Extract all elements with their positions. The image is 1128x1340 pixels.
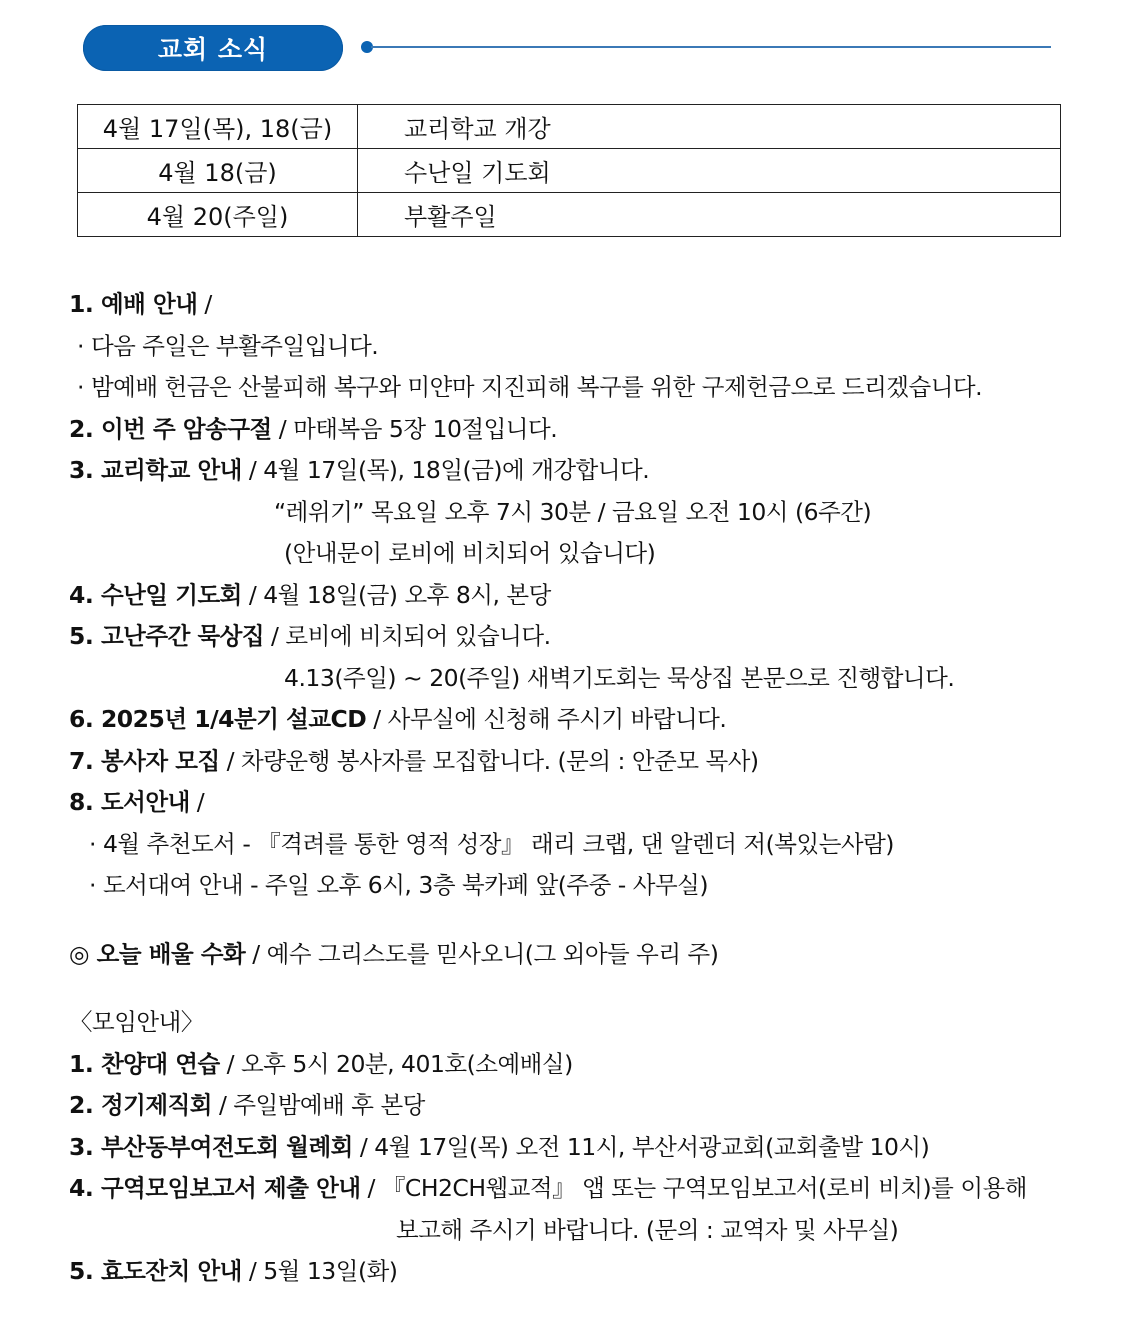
meeting-text: / 오후 5시 20분, 401호(소예배실) (219, 1049, 573, 1078)
section-title-badge: 교회 소식 (83, 25, 343, 71)
separator: / (197, 290, 212, 318)
announcement-text: / 로비에 비치되어 있습니다. (264, 622, 551, 650)
meeting-text: / 주일밤예배 후 본당 (211, 1091, 425, 1119)
meeting-title: 2. 정기제직회 (69, 1091, 212, 1119)
announcement-title: 1. 예배 안내 (69, 290, 198, 318)
announcement-3 (69, 450, 1089, 492)
announcement-title: 3. 교리학교 안내 (69, 456, 242, 484)
meeting-title: 5. 효도잔치 안내 (69, 1257, 242, 1285)
announcements (69, 284, 1089, 1293)
meeting-text: / 5월 13일(화) (241, 1257, 398, 1285)
meeting-title: 1. 찬양대 연습 (69, 1049, 220, 1078)
announcement-text: / 사무실에 신청해 주시기 바랍니다. (366, 705, 727, 733)
spacer (69, 975, 1089, 1002)
announcement-title: 6. 2025년 1/4분기 설교CD (69, 705, 367, 733)
schedule-date: 4월 20(주일) (78, 193, 358, 237)
announcement-6 (69, 699, 1089, 741)
separator: / (189, 788, 205, 816)
hymn-line (69, 934, 1089, 976)
announcement-continuation: “레위기” 목요일 오후 7시 30분 / 금요일 오전 10시 (6주간) (274, 497, 872, 526)
meeting-title: 3. 부산동부여전도회 월례회 (69, 1132, 353, 1161)
announcement-4 (69, 575, 1089, 617)
announcement-title: 2. 이번 주 암송구절 (69, 414, 272, 443)
schedule-event: 부활주일 (358, 193, 1061, 237)
spacer (69, 907, 1089, 934)
announcement-title: 7. 봉사자 모집 (69, 746, 220, 775)
announcement-continuation: 4.13(주일) ~ 20(주일) 새벽기도회는 묵상집 본문으로 진행합니다. (284, 663, 955, 692)
table-row (78, 193, 1061, 237)
meeting-5 (69, 1251, 1089, 1293)
schedule-event: 수난일 기도회 (358, 149, 1061, 193)
meeting-1 (69, 1044, 1089, 1086)
meeting-2 (69, 1085, 1089, 1127)
meeting-3 (69, 1127, 1089, 1169)
list-item: · 다음 주일은 부활주일입니다. (77, 331, 379, 360)
announcement-8 (69, 782, 1089, 824)
header-divider (371, 46, 1051, 48)
meeting-text: / 4월 17일(목) 오전 11시, 부산서광교회(교회출발 10시) (352, 1132, 930, 1161)
announcement-text: / 차량운행 봉사자를 모집합니다. (문의 : 안준모 목사) (219, 746, 759, 775)
announcement-title: 5. 고난주간 묵상집 (69, 622, 265, 650)
announcement-title: 4. 수난일 기도회 (69, 580, 242, 609)
announcement-1 (69, 284, 1089, 326)
meeting-text: / 『CH2CH웹교적』 앱 또는 구역모임보고서(로비 비치)를 이용해 (360, 1174, 1027, 1202)
schedule-table (77, 104, 1061, 237)
announcement-text: / 4월 17일(목), 18일(금)에 개강합니다. (241, 456, 650, 484)
schedule-date: 4월 17일(목), 18(금) (78, 105, 358, 149)
announcement-7 (69, 741, 1089, 783)
announcement-text: / 마태복음 5장 10절입니다. (271, 414, 558, 443)
table-row (78, 149, 1061, 193)
list-item: · 밤예배 헌금은 산불피해 복구와 미얀마 지진피해 복구를 위한 구제헌금으로 드리겠습니다. (77, 373, 983, 401)
announcement-5 (69, 616, 1089, 658)
hymn-text: / 예수 그리스도를 믿사오니(그 외아들 우리 주) (245, 939, 719, 968)
list-item: · 도서대여 안내 - 주일 오후 6시, 3층 북카페 앞(주중 - 사무실) (89, 871, 709, 899)
meeting-title: 4. 구역모임보고서 제출 안내 (69, 1174, 361, 1202)
list-item: · 4월 추천도서 - 『격려를 통한 영적 성장』 래리 크랩, 댄 알렌더 저(복있는사람) (89, 829, 894, 858)
hymn-title: ◎ 오늘 배울 수화 (69, 939, 246, 968)
meeting-continuation: 보고해 주시기 바랍니다. (문의 : 교역자 및 사무실) (396, 1215, 899, 1244)
table-row (78, 105, 1061, 149)
announcement-2 (69, 409, 1089, 451)
schedule-event: 교리학교 개강 (358, 105, 1061, 149)
meetings-heading: 〈모임안내〉 (69, 1008, 204, 1036)
meeting-4 (69, 1168, 1089, 1210)
announcement-title: 8. 도서안내 (69, 788, 190, 816)
schedule-date: 4월 18(금) (78, 149, 358, 193)
announcement-text: / 4월 18일(금) 오후 8시, 본당 (241, 580, 551, 609)
announcement-continuation: (안내문이 로비에 비치되어 있습니다) (284, 539, 656, 567)
section-header (83, 25, 1083, 71)
